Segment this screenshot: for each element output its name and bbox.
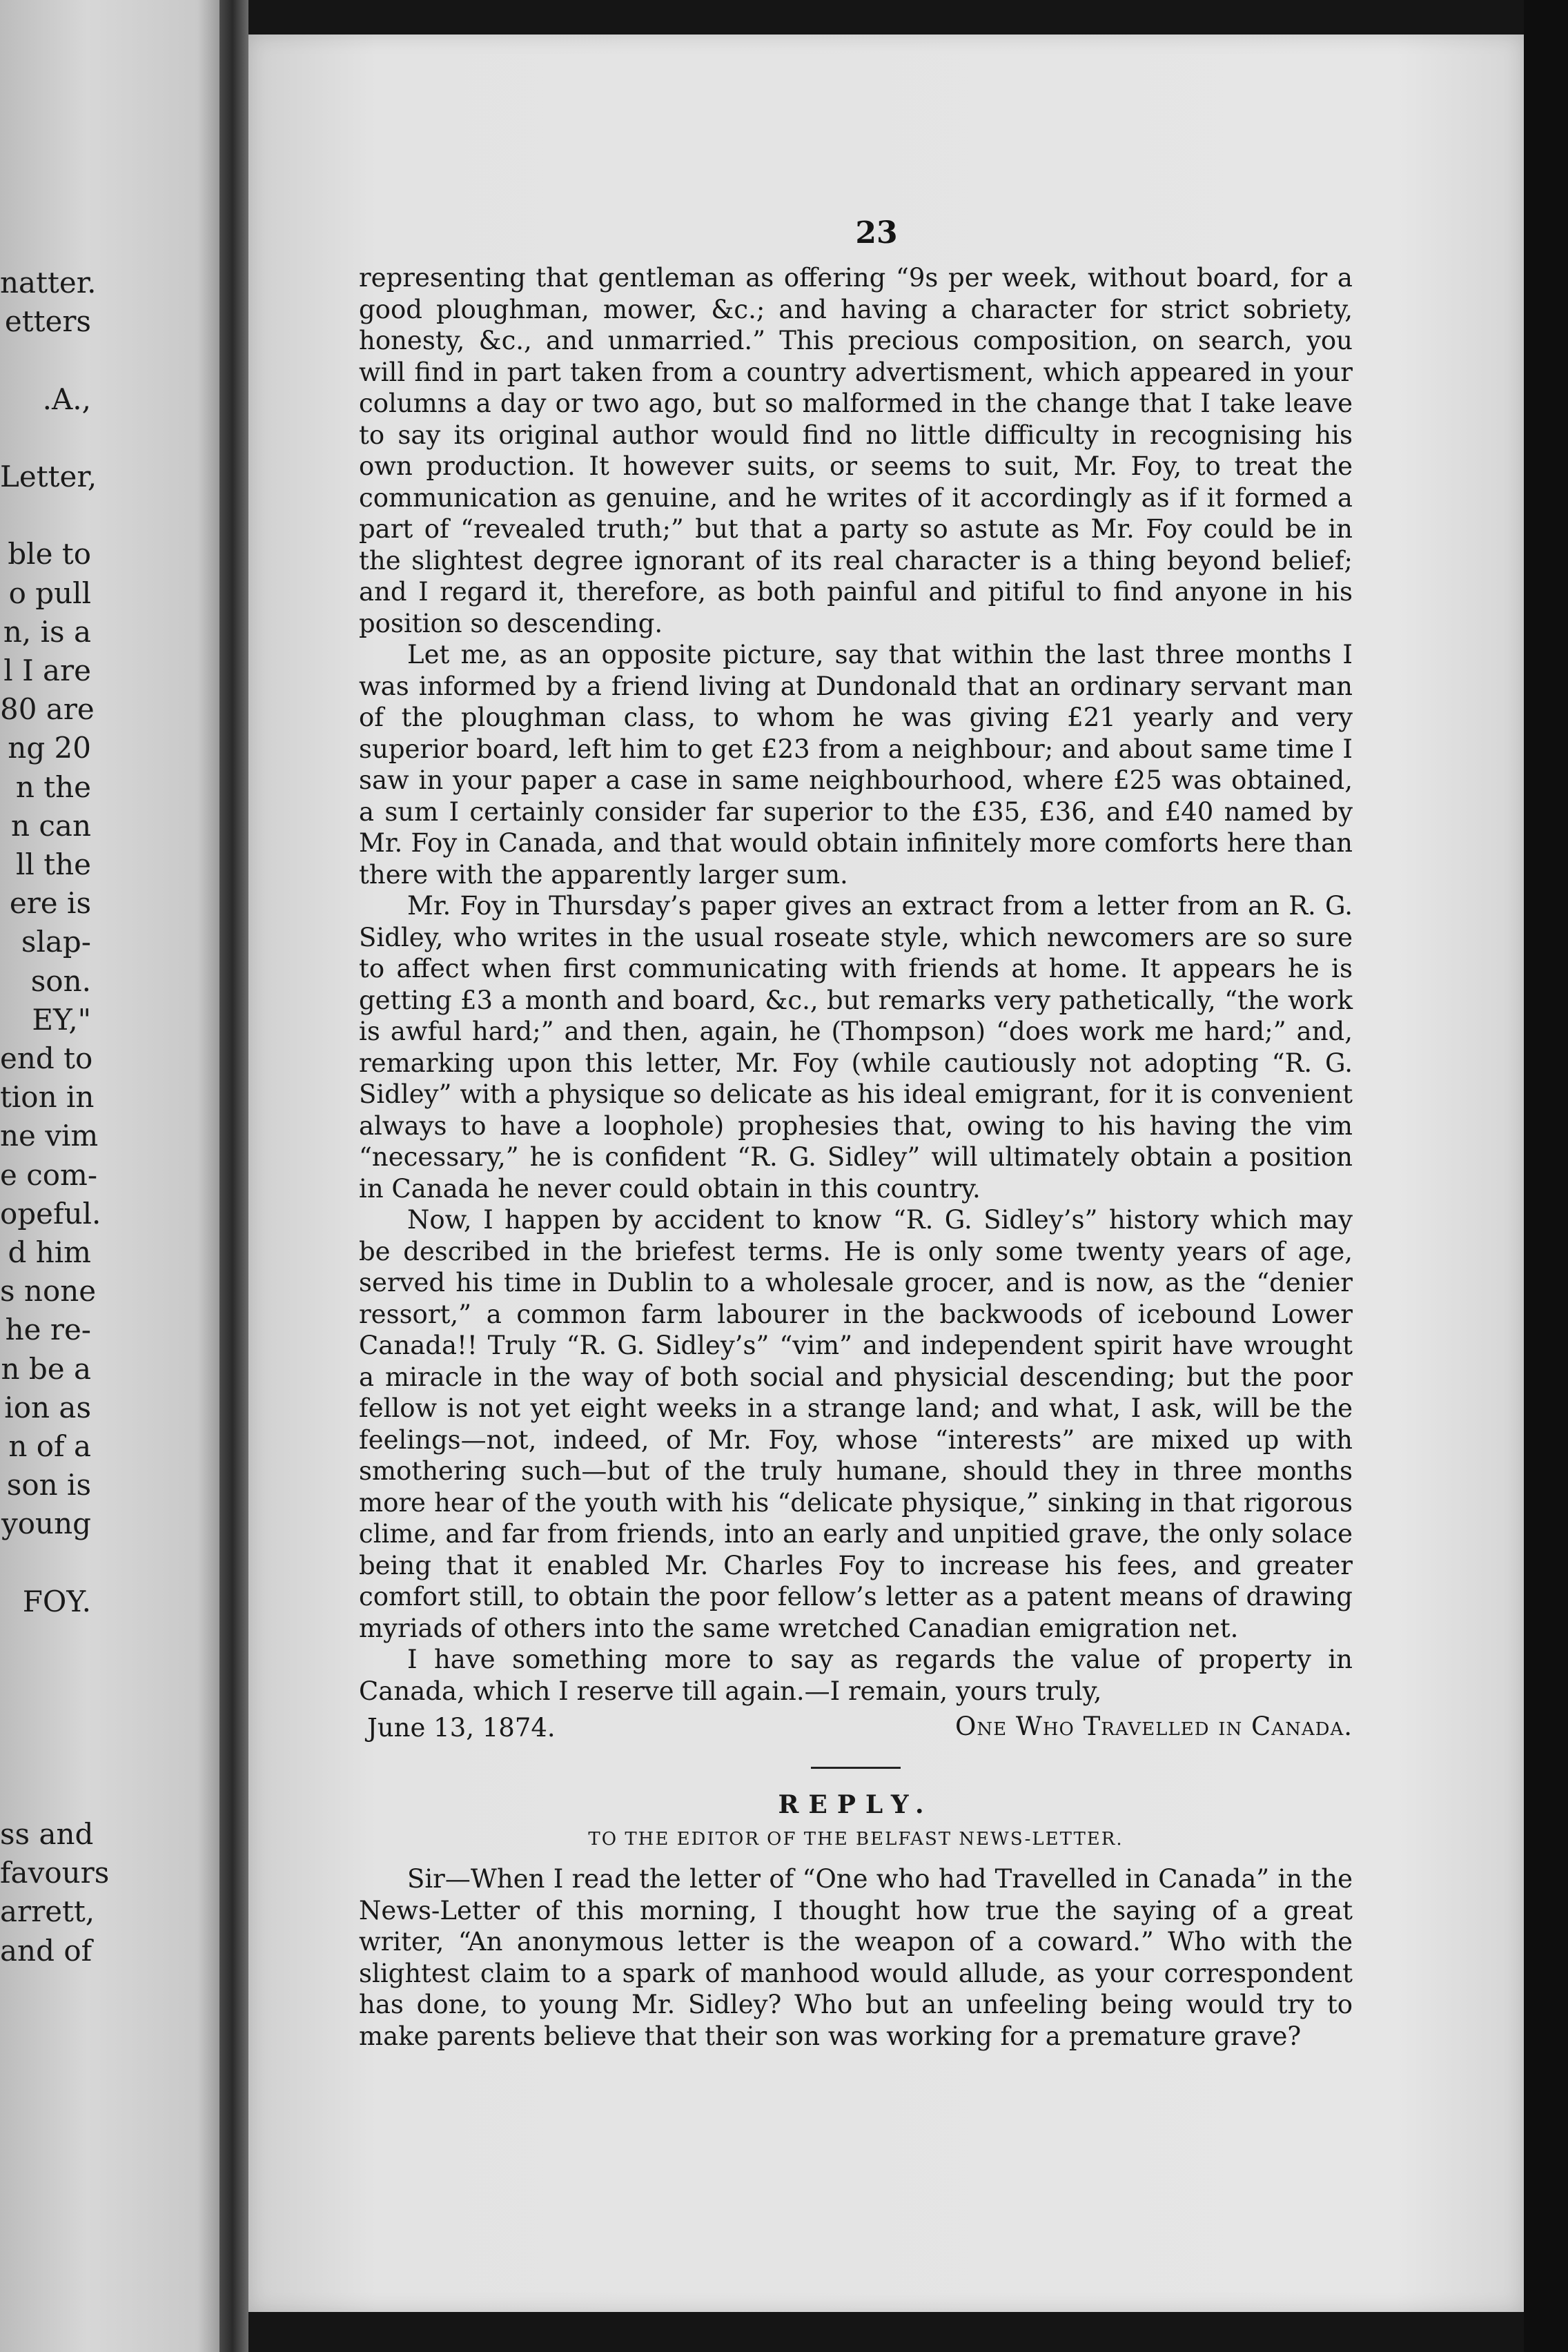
reply-heading: REPLY.: [778, 1790, 934, 1819]
left-page-fragment: ll the: [16, 847, 91, 881]
paragraph-4: Now, I happen by accident to know “R. G. Sidley’s” history which may be described in the briefest terms. He is only some twenty years of age, served his time in Dublin to a wholesale grocer, and is now, as the “denier ressort,” a common farm labourer in the backwoods of icebound Lower Canada!! Truly “R. G. Sidley’s” “vim” and independent spirit have wrought a miracle in the way of both social and physicial descending; but the poor fellow is not yet eight weeks in a strange land; and what, I ask, will be the feelings—not, indeed, of Mr. Foy, whose “interests” are mixed up with smothering such—but of the truly humane, should they in three months more hear of the youth with his “delicate physique,” sinking in that rigorous clime, and far from friends, into an early and unpitied grave, the only solace being that it enabled Mr. Charles Foy to increase his fees, and greater comfort still, to obtain the poor fellow’s letter as a patent means of drawing myriads of others into the same wretched Canadian emigration net.: [359, 1205, 1353, 1643]
left-page-fragment: etters: [4, 304, 91, 339]
left-page-fragment: natter.: [0, 266, 97, 300]
left-page-fragment: son.: [30, 963, 91, 998]
left-page-fragment: FOY.: [22, 1584, 91, 1618]
left-page-fragment: ere is: [9, 886, 91, 921]
left-page-fragment: EY,": [32, 1002, 91, 1037]
left-page-fragment: opeful.: [0, 1196, 101, 1231]
left-page-fragment: 80 are: [0, 692, 95, 727]
signature: One Who Travelled in Canada.: [955, 1712, 1353, 1741]
left-page-fragment: s none: [0, 1274, 97, 1309]
left-page-fragment: young: [1, 1507, 91, 1541]
left-page-fragment: ion as: [4, 1390, 91, 1424]
book-gutter: [219, 0, 248, 2352]
reply-paragraph: Sir—When I read the letter of “One who had Travelled in Canada” in the News-Letter of this morning, I thought how true the saying of a great writer, “An anonymous letter is the weapon of a coward.” Who with the slightest claim to a spark of manhood would allude, as your correspondent has done, to young Mr. Sidley? Who but an unfeeling being would try to make parents believe that their son was working for a premature grave?: [359, 1864, 1353, 2051]
section-divider: [811, 1767, 901, 1769]
left-page-fragment: son is: [6, 1468, 91, 1502]
left-page-fragment: ne vim: [0, 1119, 99, 1153]
left-page-fragment: l I are: [3, 654, 91, 687]
left-page-fragment: n of a: [8, 1429, 91, 1463]
left-page-fragment: favours: [0, 1856, 110, 1890]
page-number: 23: [855, 215, 898, 251]
article-text: [359, 262, 1353, 2052]
left-page-fragment: n be a: [1, 1351, 91, 1386]
paragraph-1: representing that gentleman as offering “9s per week, without board, for a good ploughman, mower, &c.; and having a character for strict sobriety, honesty, &c., and unmarried.” This precious composition, on search, you will find in part taken from a country advertisment, which appeared in your columns a day or two ago, but so malformed in the change that I take leave to say its original author would find no little difficulty in recognising his own production. It however suits, or seems to suit, Mr. Foy, to treat the communication as genuine, and he writes of it accordingly as if it formed a part of “revealed truth;” but that a party so astute as Mr. Foy could be in the slightest degree ignorant of its real character is a thing beyond belief; and I regard it, therefore, as both painful and pitiful to find anyone in his position so descending.: [359, 263, 1353, 638]
left-page-fragment: slap-: [21, 925, 91, 959]
left-page-fragment: d him: [8, 1235, 91, 1269]
left-page-fragment: n, is a: [3, 614, 91, 649]
left-page-fragment: e com-: [0, 1157, 98, 1192]
page-edge: [1524, 0, 1568, 2352]
reply-subheading: TO THE EDITOR OF THE BELFAST NEWS-LETTER.: [588, 1828, 1124, 1850]
left-page-fragment: Letter,: [0, 460, 97, 493]
left-page-fragment: ss and: [0, 1817, 94, 1851]
paragraph-2: Let me, as an opposite picture, say that within the last three months I was informed by a friend living at Dundonald that an ordinary servant man of the ploughman class, to whom he was giving £21 yearly and very superior board, left him to get £23 from a neighbour; and about same time I saw in your paper a case in same neighbourhood, where £25 was obtained, a sum I certainly consider far superior to the £35, £36, and £40 named by Mr. Foy in Canada, and that would obtain infinitely more comforts here than there with the apparently larger sum.: [359, 640, 1353, 890]
left-page-fragment: and of: [0, 1933, 92, 1968]
left-facing-page: [0, 0, 219, 2352]
left-page-fragment: arrett,: [0, 1894, 95, 1929]
left-page-fragment: n can: [10, 808, 91, 843]
left-page-fragment: n the: [15, 770, 91, 804]
left-page-fragment: he re-: [5, 1313, 91, 1347]
left-page-fragment: o pull: [8, 576, 91, 610]
paragraph-5: I have something more to say as regards the value of property in Canada, which I reserve till again.—I remain, yours truly,: [359, 1645, 1353, 1706]
dateline: June 13, 1874.: [367, 1712, 556, 1743]
left-page-fragment: ble to: [8, 537, 91, 571]
left-page-fragment: ng 20: [8, 731, 91, 765]
left-page-fragment: end to: [0, 1041, 93, 1075]
left-page-fragment: .A.,: [42, 382, 91, 416]
left-page-fragment: tion in: [0, 1080, 95, 1115]
paragraph-3: Mr. Foy in Thursday’s paper gives an extract from a letter from an R. G. Sidley, who writes in the usual roseate style, which newcomers are so sure to affect when first communicating with friends at home. It appears he is getting £3 a month and board, &c., but remarks very pathetically, “the work is awful hard;” and then, again, he (Thompson) “does work me hard;” and, remarking upon this letter, Mr. Foy (while cautiously not adopting “R. G. Sidley” with a physique so delicate as his ideal emigrant, for it is convenient always to have a loophole) prophesies that, owing to his having the vim “necessary,” he is confident “R. G. Sidley” will ultimately obtain a position in Canada he never could obtain in this country.: [359, 891, 1353, 1204]
